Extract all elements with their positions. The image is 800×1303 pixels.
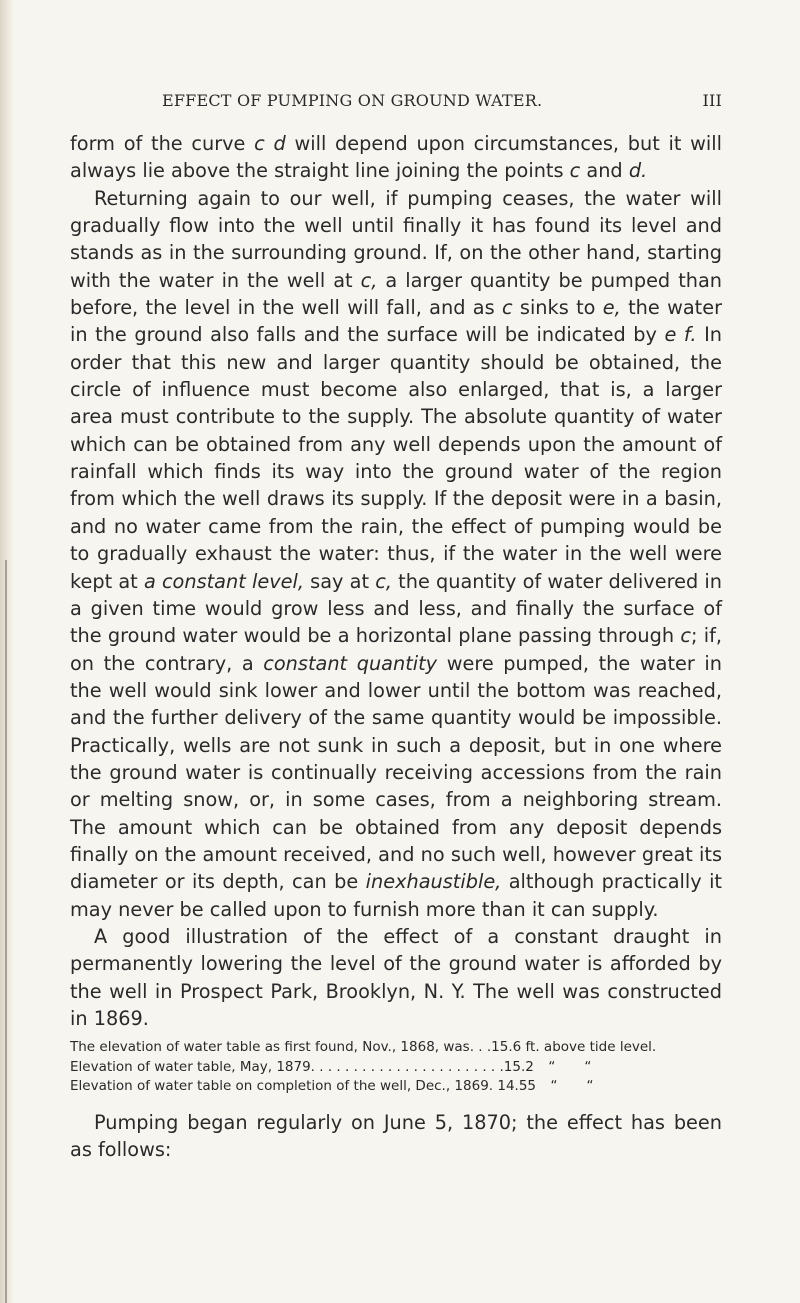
table-row: Elevation of water table on completion of the well, Dec., 1869. 14.55 “ “ <box>70 1078 594 1095</box>
paragraph-2: Returning again to our well, if pumping ceases, the water will gradually flow into the well until finally it has found its level and stands as in the surrounding ground. If, on the other hand, starting with the water in the well at c, a larger quantity be pumped than before, the level in the well will fall, and as c sinks to e, the water in the ground also falls and the surface will be indicated by e f. In order that this new and larger quantity should be obtained, the circle of influence must become also enlarged, that is, a larger area must contribute to the supply. The absolute quantity of water which can be obtained from any well depends upon the amount of rainfall which finds its way into the ground water of the region from which the well draws its supply. If the deposit were in a basin, and no water came from the rain, the effect of pumping would be to gradually exhaust the water: thus, if the water in the well were kept at a constant level, say at c, the quantity of water delivered in a given time would grow less and less, and finally the surface of the ground water would be a horizontal plane passing through c; if, on the contrary, a constant quantity were pumped, the water in the well would sink lower and lower until the bottom was reached, and the further delivery of the same quantity would be impossible. Practically, wells are not sunk in such a deposit, but in one where the ground water is continually receiving accessions from the rain or melting snow, or, in some cases, from a neighboring stream. The amount which can be obtained from any deposit depends finally on the amount received, and no such well, however great its diameter or its depth, can be inexhaustible, although practically it may never be called upon to furnish more than it can supply. <box>70 186 723 921</box>
paragraph-3: A good illustration of the effect of a constant draught in permanently lowering the level of the ground water is afforded by the well in Prospect Park, Brooklyn, N. Y. The well was constructed in 1869. <box>70 924 722 1030</box>
book-spine-shadow <box>0 0 14 1303</box>
elevation-table <box>70 1038 722 1097</box>
paragraph-4: Pumping began regularly on June 5, 1870; the effect has been as follows: <box>70 1110 722 1162</box>
binding-edge <box>5 560 7 1303</box>
page-number: III <box>702 91 722 110</box>
running-title: EFFECT OF PUMPING ON GROUND WATER. <box>162 91 543 110</box>
table-row: Elevation of water table, May, 1879. . . . . . . . . . . . . . . . . . . . . . .15.2 “ “ <box>70 1058 592 1075</box>
page-body <box>70 130 722 1164</box>
paragraph-1: form of the curve c d will depend upon circumstances, but it will always lie above the straight line joining the points c and d. <box>70 132 722 183</box>
table-row: The elevation of water table as first found, Nov., 1868, was. . .15.6 ft. above tide level. <box>70 1039 657 1056</box>
